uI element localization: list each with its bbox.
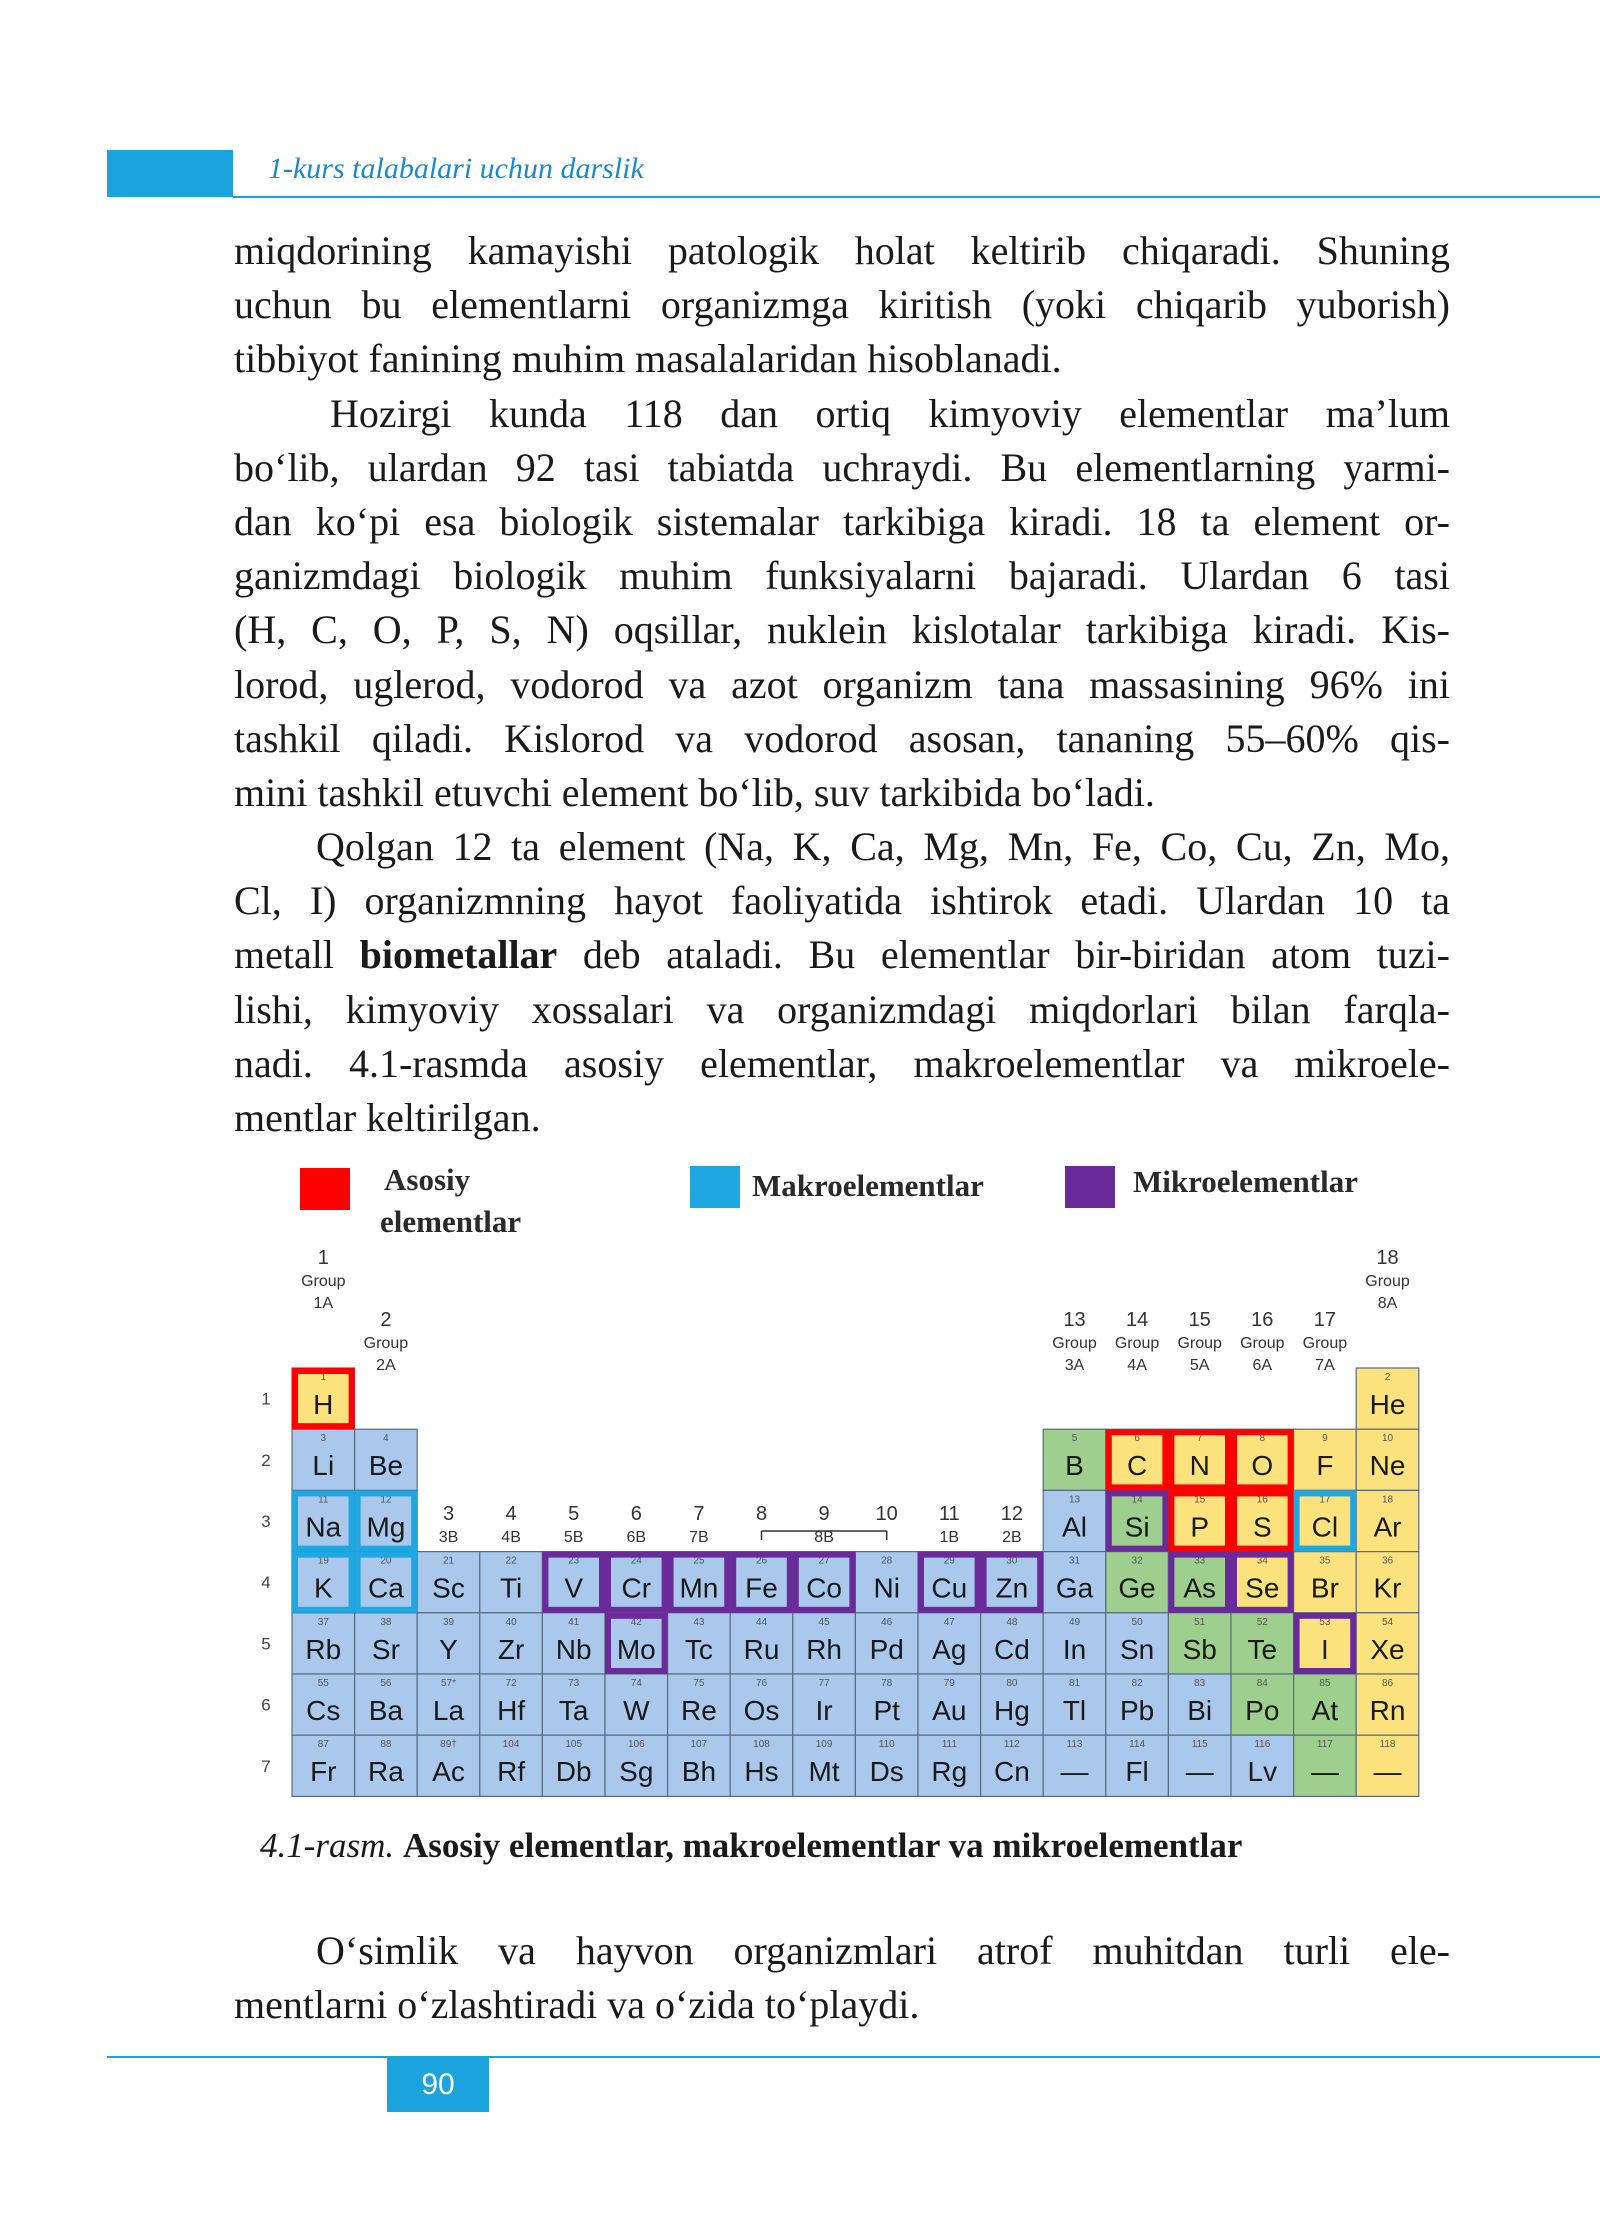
atomic-number: 2 bbox=[1384, 1372, 1391, 1383]
text-line: (H, C, O, P, S, N) oqsillar, nuklein kislotalar tarkibiga kiradi. Kis- bbox=[234, 607, 1450, 653]
element-symbol: Cu bbox=[931, 1572, 968, 1604]
atomic-number: 20 bbox=[380, 1555, 392, 1567]
bold-term-biometallar: biometallar bbox=[359, 932, 558, 978]
element-symbol: Tl bbox=[1062, 1695, 1087, 1726]
element-symbol: Ni bbox=[873, 1572, 900, 1604]
caption-number: 4.1-rasm. bbox=[260, 1826, 395, 1865]
group-number: 11 bbox=[938, 1503, 960, 1525]
text-line: uchun bu elementlarni organizmga kiritish (yoki chiqarib yuborish) bbox=[234, 282, 1450, 328]
atomic-number: 12 bbox=[380, 1494, 392, 1506]
group-label: 1B bbox=[939, 1529, 960, 1546]
atomic-number: 106 bbox=[627, 1739, 645, 1751]
atomic-number: 72 bbox=[505, 1678, 517, 1689]
atomic-number: 86 bbox=[1381, 1678, 1394, 1689]
text-line: bo‘lib, ulardan 92 tasi tabiatda uchraydi. Bu elementlarning yarmi- bbox=[234, 444, 1450, 490]
group-word: Group bbox=[1114, 1335, 1160, 1352]
element-symbol: Ti bbox=[499, 1572, 523, 1604]
element-symbol: Hf bbox=[497, 1695, 526, 1726]
text-line: Qolgan 12 ta element (Na, K, Ca, Mg, Mn, Fe, Co, Cu, Zn, Mo, bbox=[316, 824, 1450, 870]
atomic-number: 35 bbox=[1319, 1555, 1331, 1567]
group-label: 8A bbox=[1377, 1295, 1398, 1312]
element-symbol: O bbox=[1251, 1450, 1274, 1482]
atomic-number: 51 bbox=[1194, 1616, 1206, 1628]
text-line: lorod, uglerod, vodorod va azot organizm tana massasining 96% ini bbox=[234, 661, 1450, 707]
atomic-number: 5 bbox=[1071, 1433, 1078, 1445]
group-number: 4 bbox=[505, 1503, 517, 1525]
element-symbol: Hs bbox=[744, 1756, 779, 1788]
atomic-number: 74 bbox=[630, 1678, 642, 1689]
atomic-number: 3 bbox=[320, 1433, 327, 1445]
group-number: 16 bbox=[1251, 1309, 1274, 1331]
atomic-number: 84 bbox=[1256, 1678, 1268, 1689]
atomic-number: 18 bbox=[1381, 1494, 1394, 1506]
text-line: mini tashkil etuvchi element bo‘lib, suv tarkibida bo‘ladi. bbox=[234, 769, 1155, 815]
group-number: 5 bbox=[568, 1503, 580, 1525]
element-symbol: Mg bbox=[366, 1511, 406, 1543]
atomic-number: 88 bbox=[380, 1739, 392, 1751]
element-symbol: Br bbox=[1310, 1572, 1339, 1604]
element-symbol: Ir bbox=[815, 1695, 833, 1726]
element-symbol: Ra bbox=[368, 1756, 404, 1788]
element-symbol: Cn bbox=[994, 1756, 1030, 1788]
element-symbol: Fl bbox=[1125, 1756, 1149, 1788]
group-number: 1 bbox=[317, 1247, 329, 1269]
group-number: 3 bbox=[442, 1503, 455, 1525]
element-symbol: Tc bbox=[684, 1633, 713, 1665]
element-symbol: Xe bbox=[1370, 1633, 1405, 1665]
group-label: 7B bbox=[689, 1529, 709, 1546]
atomic-number: 36 bbox=[1381, 1555, 1394, 1567]
atomic-number: 108 bbox=[753, 1739, 770, 1751]
atomic-number: 9 bbox=[1322, 1433, 1328, 1445]
element-symbol: Nb bbox=[555, 1633, 592, 1665]
atomic-number: 48 bbox=[1006, 1616, 1018, 1628]
group-word: Group bbox=[1240, 1335, 1285, 1352]
group-label: 3B bbox=[438, 1529, 459, 1546]
atomic-number: 28 bbox=[881, 1555, 893, 1567]
atomic-number: 81 bbox=[1068, 1678, 1081, 1689]
element-symbol: Cl bbox=[1311, 1511, 1339, 1543]
atomic-number: 26 bbox=[755, 1555, 768, 1567]
atomic-number: 49 bbox=[1068, 1616, 1081, 1628]
element-symbol: At bbox=[1311, 1695, 1339, 1726]
atomic-number: 17 bbox=[1319, 1494, 1331, 1506]
element-symbol: Sn bbox=[1119, 1633, 1155, 1665]
text-line: Hozirgi kunda 118 dan ortiq kimyoviy elementlar ma’lum bbox=[330, 390, 1450, 436]
element-symbol: Ta bbox=[558, 1695, 589, 1726]
atomic-number: 4 bbox=[383, 1433, 389, 1445]
element-symbol: — bbox=[1060, 1756, 1089, 1788]
atomic-number: 14 bbox=[1131, 1494, 1143, 1506]
group-word: Group bbox=[1302, 1335, 1348, 1352]
element-symbol: Os bbox=[743, 1695, 780, 1726]
element-symbol: Cd bbox=[994, 1633, 1030, 1665]
element-symbol: Rb bbox=[305, 1633, 342, 1665]
element-symbol: P bbox=[1190, 1511, 1210, 1543]
atomic-number: 107 bbox=[690, 1739, 708, 1751]
group-word: Group bbox=[301, 1273, 346, 1290]
page-number: 90 bbox=[387, 2058, 489, 2112]
caption-text: Asosiy elementlar, makroelementlar va mikroelementlar bbox=[402, 1826, 1243, 1865]
figure-caption bbox=[260, 1826, 1242, 1866]
element-symbol: Bi bbox=[1187, 1695, 1213, 1726]
element-symbol: Ag bbox=[932, 1633, 967, 1665]
text-line: tibbiyot fanining muhim masalalaridan hisoblanadi. bbox=[234, 336, 1062, 382]
group-number: 14 bbox=[1125, 1309, 1149, 1331]
group-word: Group bbox=[1365, 1273, 1410, 1290]
atomic-number: 25 bbox=[693, 1555, 705, 1567]
group-number: 10 bbox=[875, 1503, 898, 1525]
element-symbol: Au bbox=[932, 1695, 967, 1726]
text-run: metall bbox=[234, 932, 360, 978]
element-symbol: Se bbox=[1245, 1572, 1280, 1604]
element-symbol: In bbox=[1062, 1633, 1087, 1665]
element-symbol: Y bbox=[439, 1633, 458, 1665]
element-symbol: Rf bbox=[497, 1756, 526, 1788]
element-symbol: Sb bbox=[1182, 1633, 1217, 1665]
atomic-number: 57* bbox=[440, 1678, 457, 1689]
running-header: 1-kurs talabalari uchun darslik bbox=[268, 152, 644, 185]
element-symbol: Ge bbox=[1118, 1572, 1156, 1604]
group-label: 4A bbox=[1127, 1357, 1147, 1374]
group-label: 6A bbox=[1252, 1357, 1273, 1374]
group-number: 18 bbox=[1376, 1247, 1399, 1269]
element-symbol: — bbox=[1373, 1756, 1402, 1788]
atomic-number: 52 bbox=[1256, 1616, 1268, 1628]
atomic-number: 19 bbox=[317, 1555, 329, 1567]
atomic-number: 54 bbox=[1381, 1616, 1394, 1628]
element-symbol: I bbox=[1321, 1633, 1329, 1665]
atomic-number: 37 bbox=[317, 1616, 329, 1628]
atomic-number: 47 bbox=[943, 1616, 955, 1628]
atomic-number: 45 bbox=[818, 1616, 830, 1628]
element-symbol: Na bbox=[305, 1511, 342, 1543]
group-word: Group bbox=[1052, 1335, 1097, 1352]
group-label: 1A bbox=[313, 1295, 334, 1312]
atomic-number: 83 bbox=[1194, 1678, 1206, 1689]
element-symbol: Ar bbox=[1373, 1511, 1402, 1543]
atomic-number: 73 bbox=[568, 1678, 580, 1689]
atomic-number: 42 bbox=[630, 1616, 642, 1628]
element-symbol: La bbox=[432, 1695, 465, 1726]
text-line: nadi. 4.1-rasmda asosiy elementlar, makroelementlar va mikroele- bbox=[234, 1040, 1450, 1086]
text-run: deb ataladi. Bu elementlar bir-biridan atom tuzi- bbox=[557, 932, 1450, 978]
atomic-number: 89† bbox=[440, 1739, 457, 1751]
atomic-number: 40 bbox=[505, 1616, 517, 1628]
element-symbol: He bbox=[1369, 1389, 1406, 1420]
element-symbol: Mn bbox=[679, 1572, 719, 1604]
element-symbol: Co bbox=[806, 1572, 842, 1604]
atomic-number: 78 bbox=[881, 1678, 893, 1689]
element-symbol: C bbox=[1126, 1450, 1148, 1482]
element-symbol: Cs bbox=[306, 1695, 341, 1726]
atomic-number: 6 bbox=[1134, 1433, 1140, 1445]
atomic-number: 80 bbox=[1006, 1678, 1018, 1689]
atomic-number: 24 bbox=[630, 1555, 642, 1567]
text-line: tashkil qiladi. Kislorod va vodorod asosan, tananing 55–60% qis- bbox=[234, 715, 1450, 761]
element-symbol: Pd bbox=[869, 1633, 904, 1665]
group-number: 12 bbox=[1000, 1503, 1024, 1525]
period-label: 7 bbox=[261, 1756, 271, 1776]
group-label: 3A bbox=[1064, 1357, 1085, 1374]
element-symbol: Pb bbox=[1119, 1695, 1155, 1726]
atomic-number: 16 bbox=[1256, 1494, 1268, 1506]
period-label: 4 bbox=[261, 1573, 271, 1593]
atomic-number: 105 bbox=[565, 1739, 583, 1751]
footer-rule bbox=[107, 2056, 1600, 2058]
element-symbol: Ca bbox=[368, 1572, 404, 1604]
group-label: 2A bbox=[376, 1357, 396, 1374]
legend-label-micro: Mikroelementlar bbox=[1133, 1164, 1358, 1199]
group-label: 4B bbox=[501, 1529, 521, 1546]
group-number: 13 bbox=[1063, 1309, 1086, 1331]
atomic-number: 8 bbox=[1259, 1433, 1266, 1445]
atomic-number: 79 bbox=[943, 1678, 955, 1689]
group-number: 9 bbox=[818, 1503, 830, 1525]
element-symbol: Fe bbox=[745, 1572, 778, 1604]
text-line: ganizmdagi biologik muhim funksiyalarni bajaradi. Ulardan 6 tasi bbox=[234, 553, 1450, 599]
element-symbol: Hg bbox=[994, 1695, 1030, 1726]
legend-label-basic-2: elementlar bbox=[380, 1204, 522, 1239]
atomic-number: 11 bbox=[318, 1494, 329, 1506]
period-label: 1 bbox=[261, 1389, 271, 1409]
atomic-number: 55 bbox=[317, 1678, 329, 1689]
element-symbol: K bbox=[313, 1572, 333, 1604]
atomic-number: 22 bbox=[505, 1555, 517, 1567]
group-label: 2B bbox=[1002, 1529, 1022, 1546]
group-number: 7 bbox=[693, 1503, 705, 1525]
element-symbol: Li bbox=[312, 1450, 335, 1482]
text-line: mentlar keltirilgan. bbox=[234, 1095, 541, 1140]
atomic-number: 53 bbox=[1319, 1616, 1331, 1628]
text-line: O‘simlik va hayvon organizmlari atrof muhitdan turli ele- bbox=[316, 1928, 1450, 1973]
element-symbol: — bbox=[1185, 1756, 1214, 1788]
atomic-number: 117 bbox=[1316, 1739, 1333, 1751]
element-symbol: Db bbox=[555, 1756, 592, 1788]
group-label: 8B bbox=[814, 1529, 834, 1546]
atomic-number: 82 bbox=[1131, 1678, 1143, 1689]
atomic-number: 118 bbox=[1379, 1739, 1396, 1751]
paragraph-4 bbox=[234, 1924, 1450, 2032]
text-line: mentlarni o‘zlashtiradi va o‘zida to‘playdi. bbox=[234, 1982, 920, 2028]
atomic-number: 77 bbox=[818, 1678, 830, 1689]
element-symbol: Po bbox=[1245, 1695, 1280, 1726]
atomic-number: 85 bbox=[1319, 1678, 1331, 1689]
element-symbol: Rg bbox=[931, 1756, 968, 1788]
atomic-number: 76 bbox=[755, 1678, 768, 1689]
atomic-number: 1 bbox=[320, 1372, 327, 1383]
period-label: 5 bbox=[261, 1634, 271, 1654]
group-word: Group bbox=[1177, 1335, 1222, 1352]
element-symbol: S bbox=[1252, 1511, 1272, 1543]
element-symbol: Fr bbox=[310, 1756, 337, 1788]
element-symbol: Zr bbox=[497, 1633, 525, 1665]
atomic-number: 41 bbox=[568, 1616, 580, 1628]
atomic-number: 116 bbox=[1254, 1739, 1271, 1751]
atomic-number: 115 bbox=[1191, 1739, 1208, 1751]
group-word: Group bbox=[363, 1335, 409, 1352]
element-symbol: Si bbox=[1124, 1511, 1150, 1543]
element-symbol: Bh bbox=[681, 1756, 717, 1788]
atomic-number: 114 bbox=[1129, 1739, 1146, 1751]
atomic-number: 50 bbox=[1131, 1616, 1143, 1628]
element-symbol: Rn bbox=[1369, 1695, 1406, 1726]
atomic-number: 111 bbox=[941, 1739, 957, 1751]
legend-label-macro: Makroelementlar bbox=[752, 1168, 984, 1203]
element-symbol: Zn bbox=[995, 1572, 1029, 1604]
legend-label-basic-1: Asosiy bbox=[384, 1162, 471, 1197]
element-symbol: Pt bbox=[873, 1695, 900, 1726]
atomic-number: 112 bbox=[1003, 1739, 1020, 1751]
element-symbol: Ga bbox=[1055, 1572, 1094, 1604]
group-number: 17 bbox=[1313, 1309, 1337, 1331]
atomic-number: 34 bbox=[1256, 1555, 1268, 1567]
atomic-number: 23 bbox=[568, 1555, 580, 1567]
element-symbol: Mo bbox=[616, 1633, 656, 1665]
atomic-number: 75 bbox=[693, 1678, 705, 1689]
atomic-number: 30 bbox=[1006, 1555, 1018, 1567]
atomic-number: 87 bbox=[317, 1739, 329, 1751]
atomic-number: 104 bbox=[502, 1739, 520, 1751]
element-symbol: Ru bbox=[743, 1633, 780, 1665]
element-symbol: — bbox=[1310, 1756, 1339, 1788]
element-symbol: Ac bbox=[432, 1756, 465, 1788]
group-label: 7A bbox=[1315, 1357, 1335, 1374]
text-line: miqdorining kamayishi patologik holat keltirib chiqaradi. Shuning bbox=[234, 228, 1450, 273]
period-label: 3 bbox=[261, 1512, 271, 1531]
atomic-number: 56 bbox=[380, 1678, 392, 1689]
group-label: 6B bbox=[626, 1529, 647, 1546]
atomic-number: 21 bbox=[442, 1555, 455, 1567]
atomic-number: 43 bbox=[693, 1616, 705, 1628]
group-number: 8 bbox=[755, 1503, 768, 1525]
element-symbol: Re bbox=[681, 1695, 717, 1726]
atomic-number: 38 bbox=[380, 1616, 392, 1628]
atomic-number: 27 bbox=[818, 1555, 830, 1567]
atomic-number: 32 bbox=[1131, 1555, 1143, 1567]
text-line: lishi, kimyoviy xossalari va organizmdagi miqdorlari bilan farqla- bbox=[234, 986, 1450, 1032]
atomic-number: 13 bbox=[1068, 1494, 1081, 1506]
element-symbol: H bbox=[313, 1389, 334, 1420]
atomic-number: 15 bbox=[1194, 1494, 1206, 1506]
element-symbol: Sg bbox=[619, 1756, 654, 1788]
element-symbol: Al bbox=[1062, 1511, 1087, 1543]
element-symbol: V bbox=[564, 1572, 584, 1604]
element-symbol: Te bbox=[1247, 1633, 1278, 1665]
text-line: Cl, I) organizmning hayot faoliyatida ishtirok etadi. Ulardan 10 ta bbox=[234, 878, 1450, 924]
period-label: 6 bbox=[261, 1695, 271, 1715]
element-symbol: Sr bbox=[371, 1633, 400, 1665]
group-number: 6 bbox=[630, 1503, 642, 1525]
atomic-number: 110 bbox=[878, 1739, 895, 1751]
element-symbol: Mt bbox=[808, 1756, 840, 1788]
element-symbol: Ba bbox=[368, 1695, 404, 1726]
element-symbol: F bbox=[1316, 1450, 1334, 1482]
atomic-number: 31 bbox=[1068, 1555, 1081, 1567]
element-symbol: Ds bbox=[869, 1756, 904, 1788]
element-symbol: Cr bbox=[621, 1572, 652, 1604]
atomic-number: 46 bbox=[881, 1616, 893, 1628]
atomic-number: 10 bbox=[1381, 1433, 1394, 1445]
group-label: 5A bbox=[1189, 1357, 1210, 1374]
atomic-number: 33 bbox=[1194, 1555, 1206, 1567]
element-symbol: Be bbox=[368, 1450, 404, 1482]
element-symbol: W bbox=[623, 1695, 650, 1726]
atomic-number: 39 bbox=[442, 1616, 455, 1628]
atomic-number: 44 bbox=[755, 1616, 768, 1628]
atomic-number: 113 bbox=[1066, 1739, 1083, 1751]
atomic-number: 7 bbox=[1196, 1433, 1203, 1445]
element-symbol: Rh bbox=[806, 1633, 842, 1665]
group-number: 15 bbox=[1188, 1309, 1211, 1331]
element-symbol: B bbox=[1065, 1450, 1084, 1482]
period-label: 2 bbox=[261, 1450, 271, 1470]
atomic-number: 29 bbox=[943, 1555, 955, 1567]
text-line: dan ko‘pi esa biologik sistemalar tarkibiga kiradi. 18 ta element or- bbox=[234, 498, 1450, 544]
element-symbol: N bbox=[1189, 1450, 1210, 1482]
element-symbol: As bbox=[1183, 1572, 1217, 1604]
group-number: 2 bbox=[380, 1309, 392, 1331]
element-symbol: Ne bbox=[1369, 1450, 1406, 1482]
element-symbol: Kr bbox=[1373, 1572, 1402, 1604]
element-symbol: Sc bbox=[432, 1572, 465, 1604]
element-symbol: Lv bbox=[1247, 1756, 1278, 1788]
group-label: 5B bbox=[563, 1529, 584, 1546]
atomic-number: 109 bbox=[815, 1739, 833, 1751]
